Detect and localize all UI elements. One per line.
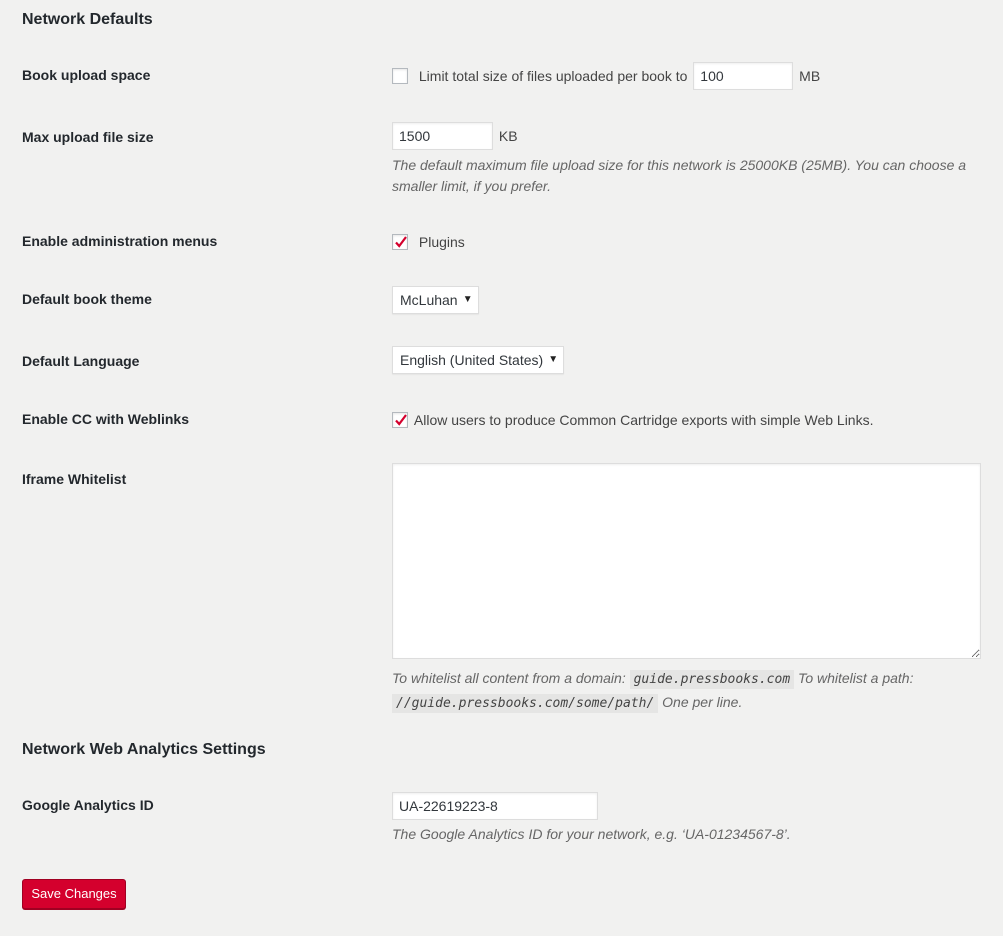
max-upload-size-input[interactable] [392, 122, 493, 150]
iframe-help-prefix: To whitelist all content from a domain: [392, 670, 626, 686]
network-defaults-heading: Network Defaults [22, 11, 153, 28]
analytics-heading: Network Web Analytics Settings [22, 741, 266, 758]
cc-weblinks-label: Enable CC with Weblinks [22, 411, 189, 427]
iframe-whitelist-textarea[interactable] [392, 463, 981, 659]
save-changes-button[interactable]: Save Changes [22, 879, 126, 909]
max-upload-size-field [392, 122, 518, 150]
default-language-field [392, 346, 564, 374]
book-upload-space-input[interactable] [693, 62, 793, 90]
max-upload-size-description: The default maximum file upload size for this network is 25000KB (25MB). You can choose a smaller limit, if you prefer. [392, 157, 967, 194]
checkmark-icon [394, 413, 408, 427]
iframe-help-path-text: To whitelist a path: [798, 670, 914, 686]
book-upload-space-label: Book upload space [22, 67, 151, 83]
book-upload-space-unit: MB [799, 68, 821, 84]
iframe-whitelist-label: Iframe Whitelist [22, 471, 127, 487]
cc-weblinks-field [392, 410, 873, 429]
google-analytics-id-input[interactable] [392, 792, 598, 820]
default-book-theme-field [392, 286, 479, 314]
admin-menus-field [392, 232, 465, 251]
plugins-checkbox[interactable] [392, 234, 408, 250]
cc-weblinks-checkbox[interactable] [392, 412, 408, 428]
cc-weblinks-checkbox-label: Allow users to produce Common Cartridge exports with simple Web Links. [413, 412, 874, 429]
checkmark-icon [394, 235, 408, 249]
plugins-checkbox-label: Plugins [418, 234, 465, 251]
iframe-help-path-example: //guide.pressbooks.com/some/path/ [392, 694, 658, 713]
iframe-help-suffix: One per line. [662, 694, 743, 710]
book-upload-limit-label: Limit total size of files uploaded per book to [418, 68, 688, 84]
book-upload-space-field [392, 62, 820, 90]
language-selected-value: English (United States) [400, 352, 544, 368]
book-theme-select[interactable] [392, 286, 479, 314]
max-upload-size-label: Max upload file size [22, 129, 154, 145]
google-analytics-id-field [392, 792, 598, 820]
admin-menus-label: Enable administration menus [22, 233, 218, 249]
dropdown-arrow-icon: ▼ [548, 354, 559, 365]
google-analytics-id-description: The Google Analytics ID for your network, e.g. ‘UA-01234567-8’. [392, 826, 791, 842]
default-language-label: Default Language [22, 353, 140, 369]
language-select[interactable] [392, 346, 564, 374]
iframe-whitelist-help [392, 667, 982, 715]
book-upload-limit-checkbox[interactable] [392, 68, 408, 84]
default-book-theme-label: Default book theme [22, 291, 152, 307]
dropdown-arrow-icon: ▼ [462, 294, 473, 305]
google-analytics-id-label: Google Analytics ID [22, 797, 154, 813]
iframe-help-domain-example: guide.pressbooks.com [630, 670, 795, 689]
book-theme-selected-value: McLuhan [400, 292, 458, 308]
max-upload-size-unit: KB [498, 128, 518, 144]
